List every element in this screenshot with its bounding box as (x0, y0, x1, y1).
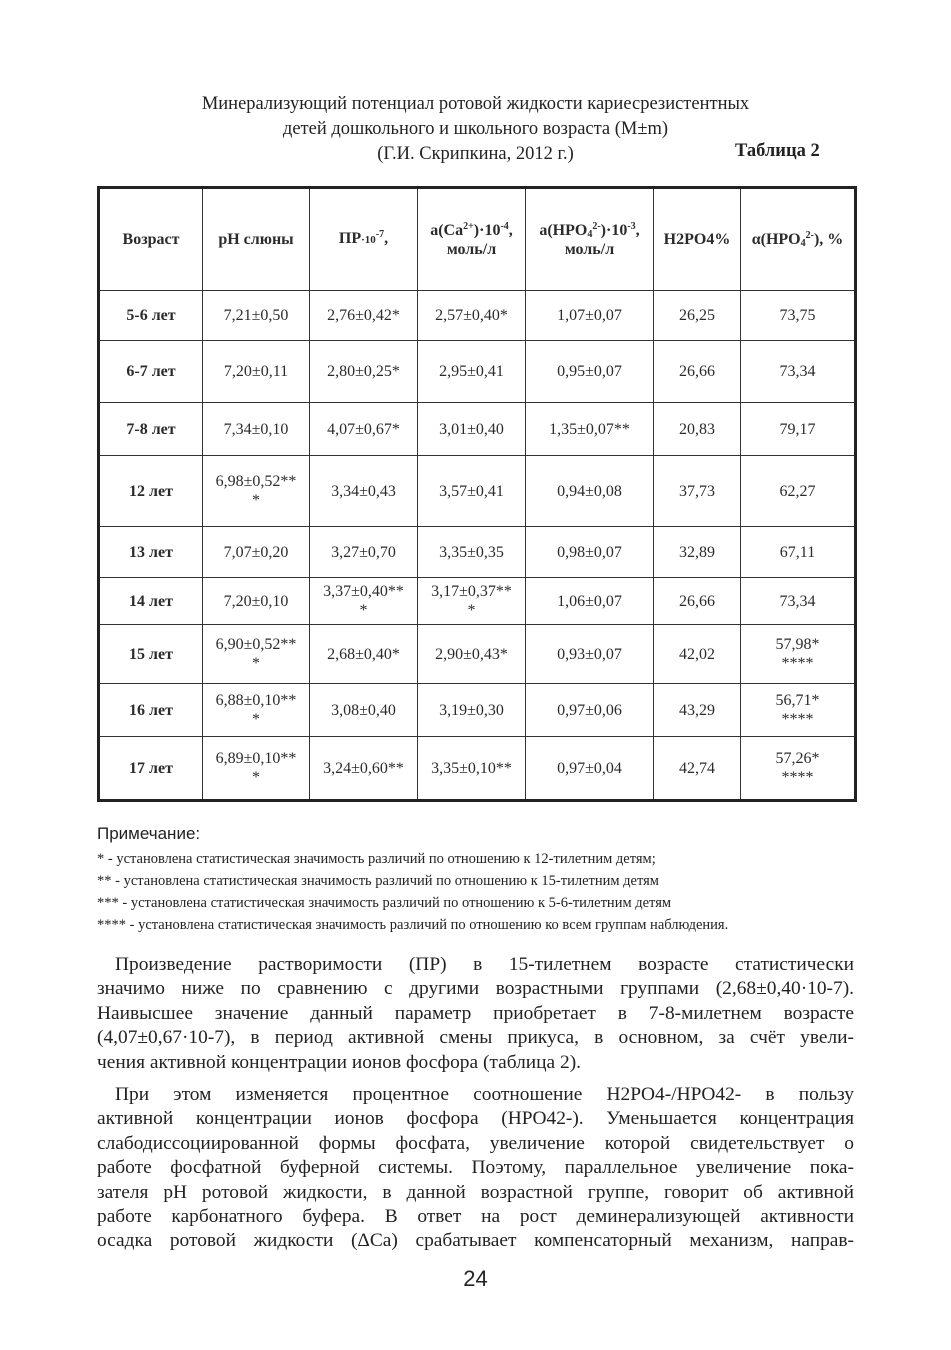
cell-ph: 6,88±0,10** * (203, 684, 310, 737)
cell-a-ca: 3,19±0,30 (418, 684, 526, 737)
cell-alpha: 73,34 (741, 341, 856, 403)
cell-a-hpo4: 0,97±0,04 (526, 737, 654, 801)
cell-a-ca: 2,90±0,43* (418, 625, 526, 684)
cell-pr: 2,68±0,40* (310, 625, 418, 684)
paragraph-1 (97, 953, 854, 1075)
cell-age: 14 лет (99, 578, 203, 625)
paragraph-line: слабодиссоциированной формы фосфата, увеличение которой свидетельствует о (97, 1132, 854, 1154)
cell-a-ca: 3,35±0,10** (418, 737, 526, 801)
cell-h2po4: 42,02 (654, 625, 741, 684)
cell-a-hpo4: 0,94±0,08 (526, 456, 654, 527)
cell-ph: 6,98±0,52** * (203, 456, 310, 527)
caption-line-1: Минерализующий потенциал ротовой жидкости кариесрезистентных (201, 94, 750, 114)
cell-pr: 3,37±0,40** * (310, 578, 418, 625)
caption-line-3: (Г.И. Скрипкина, 2012 г.) (377, 144, 574, 164)
cell-alpha: 57,98* **** (741, 625, 856, 684)
table-row (99, 578, 856, 625)
caption-line-2: детей дошкольного и школьного возраста (M±m) (282, 119, 669, 139)
cell-ph: 7,34±0,10 (203, 403, 310, 456)
table-row (99, 684, 856, 737)
paragraph-line: работе фосфатной буферной системы. Поэтому, параллельное увеличение пока- (97, 1157, 854, 1179)
header-alpha-hpo4: $\alpha(HPO_4^{2-})$, % (741, 188, 856, 291)
cell-a-ca: 2,57±0,40* (418, 291, 526, 341)
cell-ph: 7,20±0,11 (203, 341, 310, 403)
notes-title: Примечание: (97, 824, 201, 843)
cell-age: 13 лет (99, 527, 203, 578)
cell-a-hpo4: 0,97±0,06 (526, 684, 654, 737)
cell-ph: 7,07±0,20 (203, 527, 310, 578)
cell-alpha: 57,26* **** (741, 737, 856, 801)
cell-pr: 3,24±0,60** (310, 737, 418, 801)
cell-a-ca: 3,17±0,37** * (418, 578, 526, 625)
table-row (99, 527, 856, 578)
header-h2po4-percent: H2PO4% (654, 188, 741, 291)
cell-a-hpo4: 0,98±0,07 (526, 527, 654, 578)
paragraph-line: Произведение растворимости (ПР) в 15-тилетнем возрасте статистически (115, 954, 854, 975)
cell-age: 6-7 лет (99, 341, 203, 403)
note-item: *** - установлена статистическая значимость различий по отношению к 5-6-тилетним детям (97, 895, 672, 911)
data-table (97, 186, 857, 802)
paragraph-2 (97, 1083, 854, 1254)
cell-h2po4: 26,66 (654, 341, 741, 403)
cell-a-ca: 3,01±0,40 (418, 403, 526, 456)
cell-pr: 3,08±0,40 (310, 684, 418, 737)
paragraph-line: работе карбонатного буфера. В ответ на рост деминерализующей активности (97, 1205, 854, 1227)
cell-age: 7-8 лет (99, 403, 203, 456)
cell-a-hpo4: 0,95±0,07 (526, 341, 654, 403)
cell-h2po4: 42,74 (654, 737, 741, 801)
cell-a-hpo4: 1,06±0,07 (526, 578, 654, 625)
cell-age: 16 лет (99, 684, 203, 737)
paragraph-line: Наивысшее значение данный параметр приобретает в 7-8-милетнем возрасте (97, 1002, 854, 1024)
paragraph-line: активной концентрации ионов фосфора (HPO42-). Уменьшается концентрация (97, 1108, 854, 1130)
header-a-hpo4: $a(HPO_4^{2-})\cdot 10^{-3}$, моль/л (526, 188, 654, 291)
cell-ph: 7,21±0,50 (203, 291, 310, 341)
cell-age: 5-6 лет (99, 291, 203, 341)
paragraph-line: зателя pH ротовой жидкости, в данной возрастной группе, говорит об активной (97, 1181, 854, 1203)
cell-h2po4: 26,66 (654, 578, 741, 625)
cell-alpha: 62,27 (741, 456, 856, 527)
note-item: ** - установлена статистическая значимость различий по отношению к 15-тилетним детям (97, 873, 659, 889)
cell-a-ca: 3,35±0,35 (418, 527, 526, 578)
cell-alpha: 56,71* **** (741, 684, 856, 737)
cell-h2po4: 20,83 (654, 403, 741, 456)
header-age: Возраст (99, 188, 203, 291)
table-header-row (99, 188, 856, 291)
paragraph-line: (4,07±0,67·10-7), в период активной смены прикуса, в основном, за счёт увели- (97, 1027, 854, 1049)
paragraph-line: значимо ниже по сравнению с другими возрастными группами (2,68±0,40·10-7). (97, 978, 854, 1000)
cell-pr: 3,34±0,43 (310, 456, 418, 527)
cell-ph: 6,89±0,10** * (203, 737, 310, 801)
cell-pr: 2,76±0,42* (310, 291, 418, 341)
cell-ph: 6,90±0,52** * (203, 625, 310, 684)
header-ph: pH слюны (203, 188, 310, 291)
cell-h2po4: 32,89 (654, 527, 741, 578)
cell-age: 17 лет (99, 737, 203, 801)
cell-alpha: 73,75 (741, 291, 856, 341)
table-number-label: Таблица 2 (735, 141, 820, 161)
page-number: 24 (463, 1266, 488, 1291)
paragraph-line: чения активной концентрации ионов фосфора (таблица 2). (97, 1051, 581, 1073)
cell-alpha: 67,11 (741, 527, 856, 578)
cell-a-hpo4: 1,07±0,07 (526, 291, 654, 341)
note-item: * - установлена статистическая значимость различий по отношению к 12-тилетним детям; (97, 851, 656, 867)
table-row (99, 341, 856, 403)
table-row (99, 403, 856, 456)
cell-pr: 3,27±0,70 (310, 527, 418, 578)
table-row (99, 737, 856, 801)
cell-h2po4: 26,25 (654, 291, 741, 341)
cell-h2po4: 37,73 (654, 456, 741, 527)
header-pr: $ПР\cdot 10^{-7}$, (310, 188, 418, 291)
note-item: **** - установлена статистическая значимость различий по отношению ко всем группам наблюдения. (97, 917, 729, 933)
paragraph-line: При этом изменяется процентное соотношение H2PO4-/HPO42- в пользу (115, 1084, 854, 1105)
table-row (99, 291, 856, 341)
cell-ph: 7,20±0,10 (203, 578, 310, 625)
cell-a-ca: 2,95±0,41 (418, 341, 526, 403)
cell-alpha: 73,34 (741, 578, 856, 625)
paragraph-line: осадка ротовой жидкости (ΔCa) срабатывает компенсаторный механизм, направ- (97, 1230, 854, 1252)
cell-age: 15 лет (99, 625, 203, 684)
notes-list (97, 848, 728, 936)
cell-a-hpo4: 0,93±0,07 (526, 625, 654, 684)
table-row (99, 456, 856, 527)
cell-age: 12 лет (99, 456, 203, 527)
cell-a-ca: 3,57±0,41 (418, 456, 526, 527)
table-row (99, 625, 856, 684)
cell-a-hpo4: 1,35±0,07** (526, 403, 654, 456)
cell-h2po4: 43,29 (654, 684, 741, 737)
cell-pr: 4,07±0,67* (310, 403, 418, 456)
header-a-ca: $a(Ca^{2+})\cdot 10^{-4}$, моль/л (418, 188, 526, 291)
cell-alpha: 79,17 (741, 403, 856, 456)
cell-pr: 2,80±0,25* (310, 341, 418, 403)
